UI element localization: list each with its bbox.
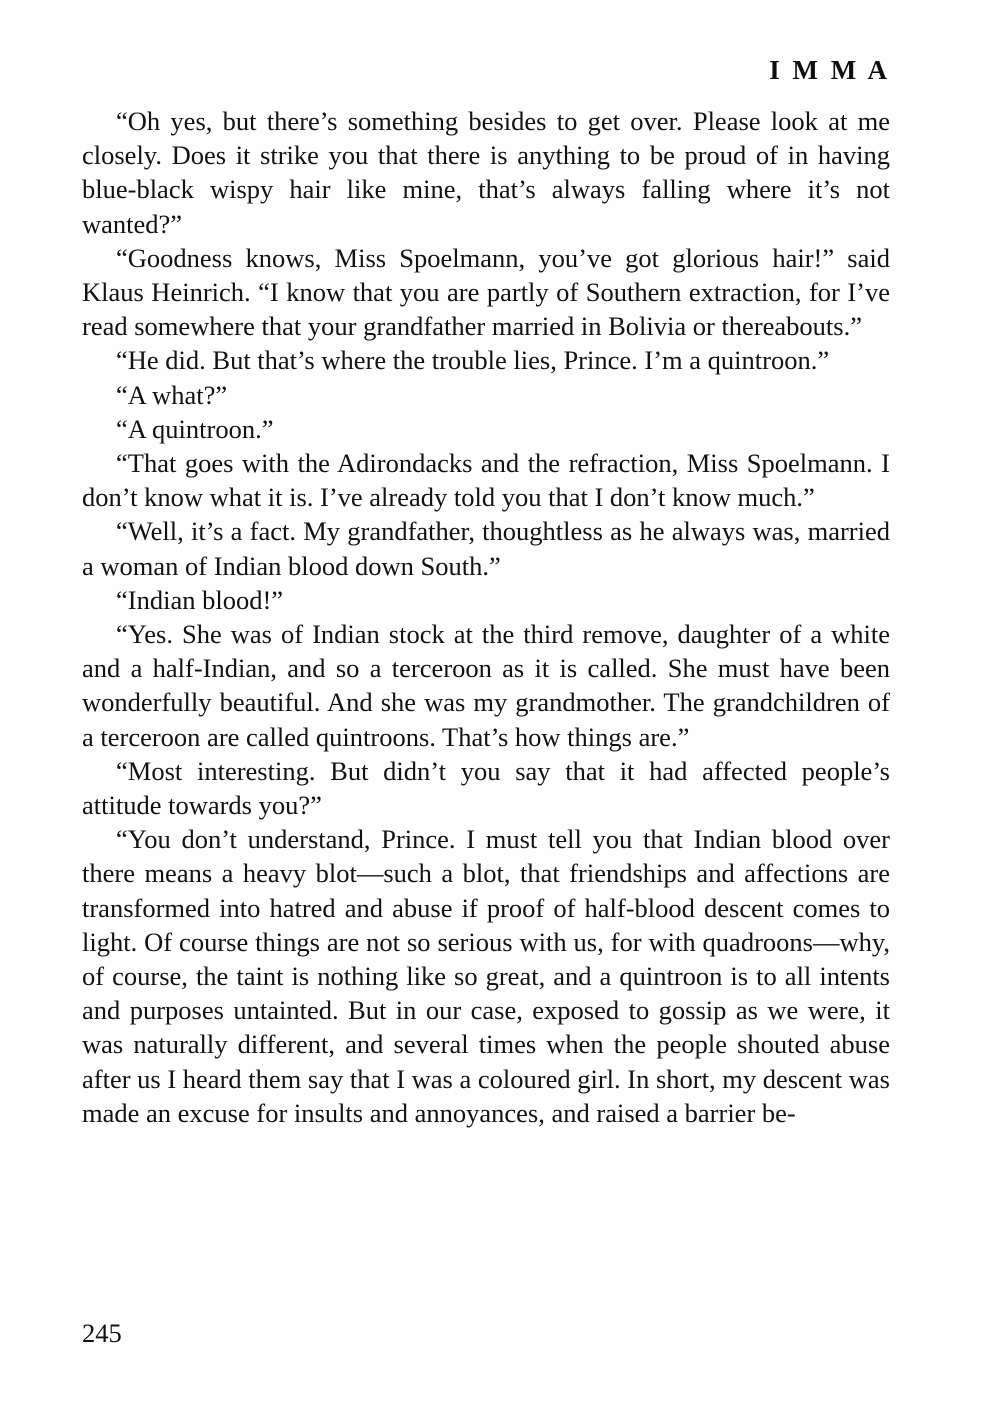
paragraph: “That goes with the Adirondacks and the refraction, Miss Spoelmann. I don’t know what it is. I’ve already told you that I don’t know much.” — [82, 448, 890, 513]
body-text — [82, 104, 890, 1130]
page-number: 245 — [82, 1318, 122, 1348]
paragraph: “A what?” — [116, 379, 228, 410]
paragraph: “You don’t understand, Prince. I must tell you that Indian blood over there means a heavy blot—such a blot, that friendships and affections are transformed into hatred and abuse if proof of half-blood descent comes to light. Of course things are not so serious with us, for with quadroons—why, of course, the taint is nothing like so great, and a quintroon is to all intents and purposes untainted. But in our case, exposed to gossip as we were, it was naturally different, and several times when the people shouted abuse after us I heard them say that I was a coloured girl. In short, my descent was made an excuse for insults and annoyances, and raised a barrier be- — [82, 824, 890, 1128]
paragraph: “Oh yes, but there’s something besides to get over. Please look at me closely. Does it strike you that there is anything to be proud of in having blue-black wispy hair like mine, that’s always falling where it’s not wanted?” — [82, 106, 890, 239]
paragraph: “Well, it’s a fact. My grandfather, thoughtless as he always was, married a woman of Indian blood down South.” — [82, 516, 890, 581]
paragraph: “Goodness knows, Miss Spoelmann, you’ve got glorious hair!” said Klaus Heinrich. “I know that you are partly of Southern extraction, for I’ve read somewhere that your grandfather married in Bolivia or thereabouts.” — [82, 242, 890, 342]
running-head: I M M A — [769, 55, 890, 85]
page-content — [82, 55, 890, 1130]
paragraph: “Most interesting. But didn’t you say that it had affected people’s attitude towards you?” — [82, 755, 890, 821]
paragraph: “A quintroon.” — [116, 413, 274, 444]
paragraph: “He did. But that’s where the trouble lies, Prince. I’m a quintroon.” — [116, 345, 830, 376]
paragraph: “Indian blood!” — [116, 584, 284, 615]
paragraph: “Yes. She was of Indian stock at the third remove, daughter of a white and a half-Indian, and so a terceroon as it is called. She must have been wonderfully beautiful. And she was my grandmother. The grandchildren of a terceroon are called quintroons. That’s how things are.” — [82, 619, 890, 752]
